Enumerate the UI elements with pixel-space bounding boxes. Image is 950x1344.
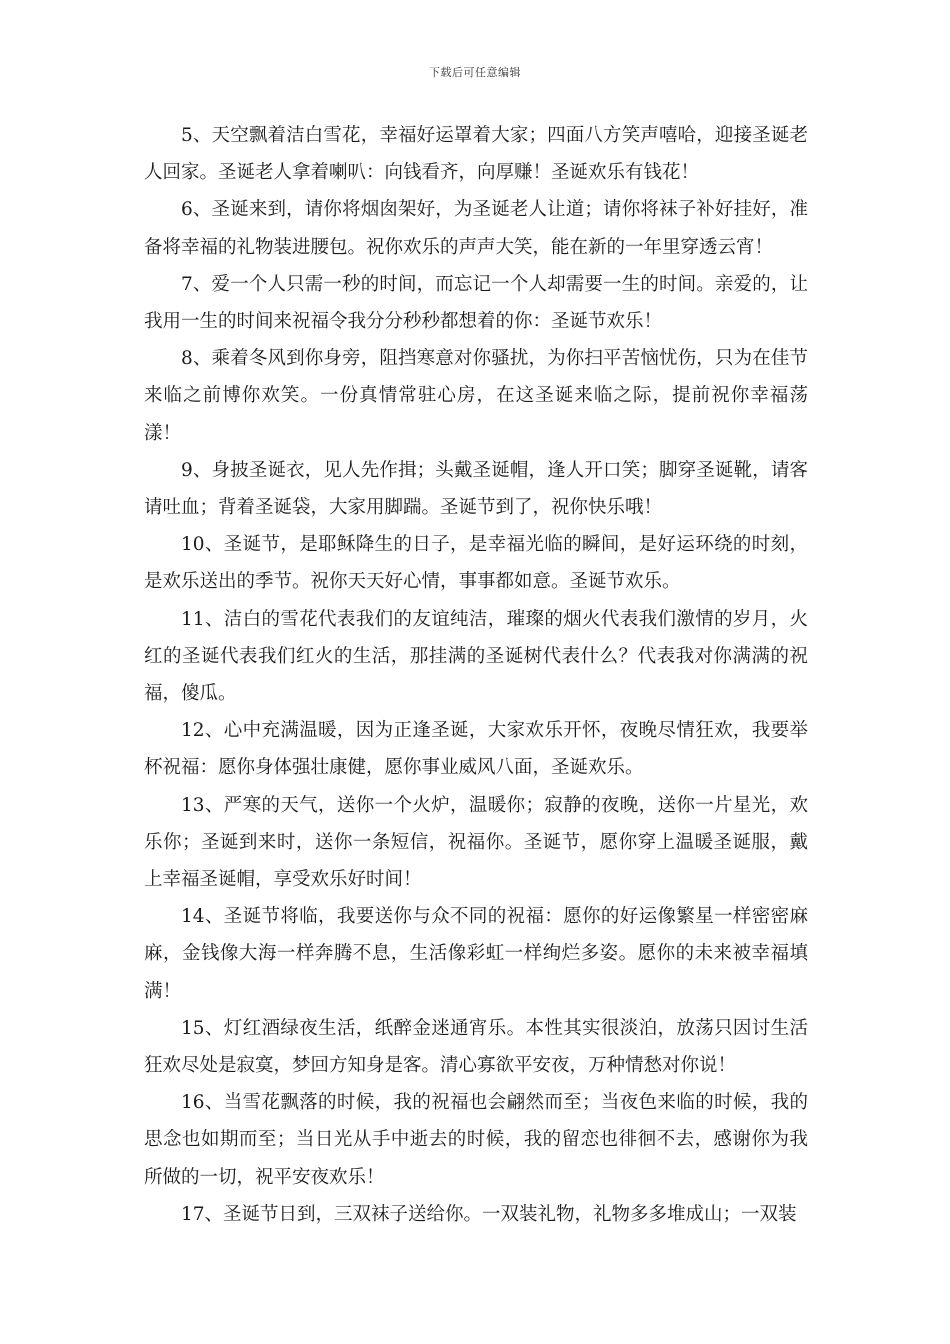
paragraph-8: 8、乘着冬风到你身旁，阻挡寒意对你骚扰，为你扫平苦恼忧伤，只为在佳节来临之前博你欢笑。一份真情常驻心房，在这圣诞来临之际，提前祝你幸福荡漾！ bbox=[144, 348, 808, 444]
paragraph-15: 15、灯红酒绿夜生活，纸醉金迷通宵乐。本性其实很淡泊，放荡只因讨生活狂欢尽处是寂寞，梦回方知身是客。清心寡欲平安夜，万种情愁对你说！ bbox=[144, 1017, 808, 1077]
document-body bbox=[144, 117, 808, 1233]
paragraph-10: 10、圣诞节，是耶稣降生的日子，是幸福光临的瞬间，是好运环绕的时刻，是欢乐送出的季节。祝你天天好心情，事事都如意。圣诞节欢乐。 bbox=[144, 534, 808, 593]
paragraph-7: 7、爱一个人只需一秒的时间，而忘记一个人却需要一生的时间。亲爱的，让我用一生的时间来祝福令我分分秒秒都想着的你：圣诞节欢乐！ bbox=[144, 273, 808, 333]
paragraph-11: 11、洁白的雪花代表我们的友谊纯洁，璀璨的烟火代表我们激情的岁月，火红的圣诞代表我们红火的生活，那挂满的圣诞树代表什么？代表我对你满满的祝福，傻瓜。 bbox=[144, 608, 808, 705]
paragraph-14: 14、圣诞节将临，我要送你与众不同的祝福：愿你的好运像繁星一样密密麻麻，金钱像大海一样奔腾不息，生活像彩虹一样绚烂多姿。愿你的未来被幸福填满！ bbox=[144, 906, 808, 1002]
paragraph-9: 9、身披圣诞衣，见人先作揖；头戴圣诞帽，逢人开口笑；脚穿圣诞靴，请客请吐血；背着圣诞袋，大家用脚踹。圣诞节到了，祝你快乐哦！ bbox=[144, 459, 808, 519]
paragraph-16: 16、当雪花飘落的时候，我的祝福也会翩然而至；当夜色来临的时候，我的思念也如期而至；当日光从手中逝去的时候，我的留恋也徘徊不去，感谢你为我所做的一切，祝平安夜欢乐！ bbox=[144, 1092, 808, 1188]
paragraph-17: 17、圣诞节日到，三双袜子送给你。一双装礼物，礼物多多堆成山；一双装 bbox=[181, 1203, 797, 1225]
paragraph-5: 5、天空飘着洁白雪花，幸福好运罩着大家；四面八方笑声嘻哈，迎接圣诞老人回家。圣诞老人拿着喇叭：向钱看齐，向厚赚！圣诞欢乐有钱花！ bbox=[144, 125, 808, 184]
page-header-note: 下载后可任意编辑 bbox=[429, 66, 521, 79]
paragraph-6: 6、圣诞来到，请你将烟囱架好，为圣诞老人让道；请你将袜子补好挂好，准备将幸福的礼物装进腰包。祝你欢乐的声声大笑，能在新的一年里穿透云宵！ bbox=[144, 199, 808, 258]
paragraph-12: 12、心中充满温暖，因为正逢圣诞，大家欢乐开怀，夜晚尽情狂欢，我要举杯祝福：愿你身体强壮康健，愿你事业威风八面，圣诞欢乐。 bbox=[144, 720, 808, 779]
paragraph-13: 13、严寒的天气，送你一个火炉，温暖你；寂静的夜晚，送你一片星光，欢乐你；圣诞到来时，送你一条短信，祝福你。圣诞节，愿你穿上温暖圣诞服，戴上幸福圣诞帽，享受欢乐好时间！ bbox=[144, 794, 808, 891]
